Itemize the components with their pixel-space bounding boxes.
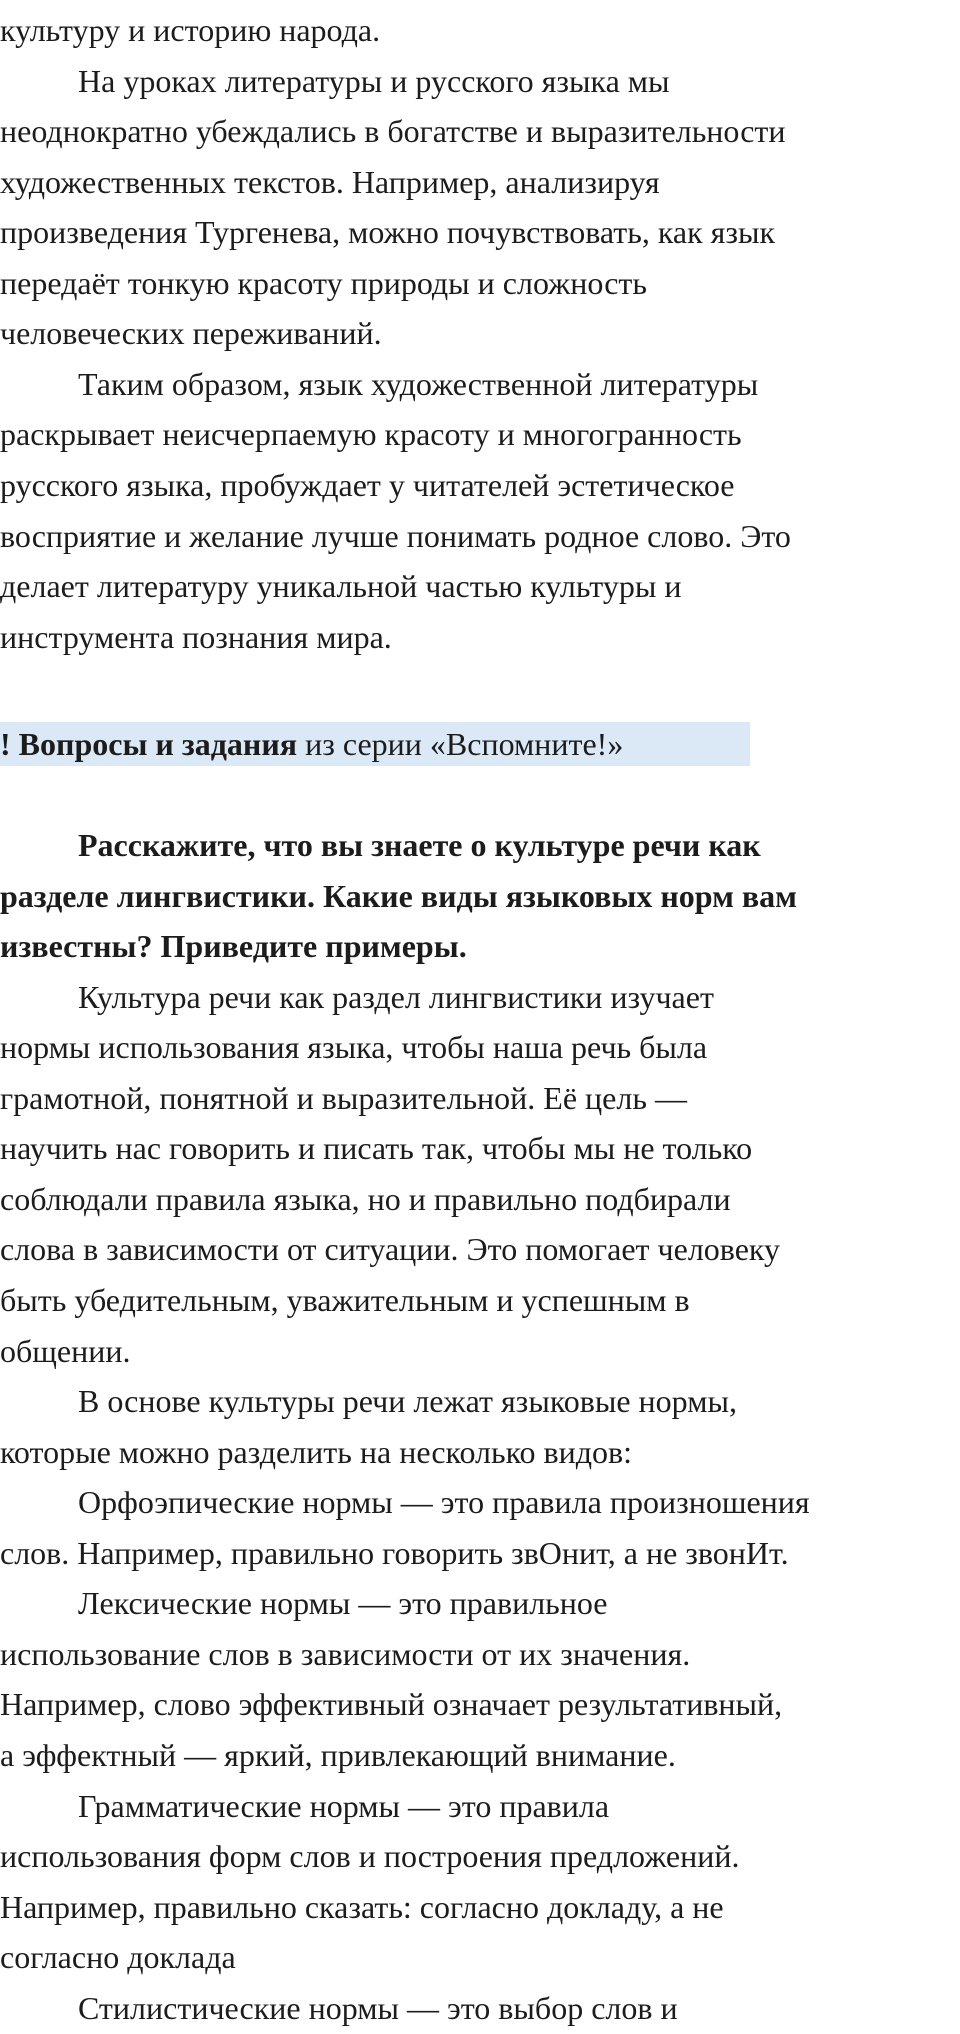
answer-line: а эффектный — яркий, привлекающий внимание. (0, 1737, 676, 1773)
answer-line: использование слов в зависимости от их значения. (0, 1636, 691, 1672)
paragraph-line: восприятие и желание лучше понимать родное слово. Это (0, 518, 791, 554)
answer-line: которые можно разделить на несколько видов: (0, 1434, 633, 1470)
paragraph-line: неоднократно убеждались в богатстве и выразительности (0, 113, 786, 149)
answer-line: соблюдали правила языка, но и правильно подбирали (0, 1181, 731, 1217)
answer-line: слов. Например, правильно говорить звОнит, а не звонИт. (0, 1535, 789, 1571)
answer-line: научить нас говорить и писать так, чтобы мы не только (0, 1130, 753, 1166)
answer-line: Стилистические нормы — это выбор слов и (78, 1990, 678, 2026)
answer-line: согласно доклада (0, 1939, 236, 1975)
question-line: известны? Приведите примеры. (0, 928, 467, 964)
answer-line: слова в зависимости от ситуации. Это помогает человеку (0, 1231, 780, 1267)
answer-line: быть убедительным, уважительным и успешным в (0, 1282, 690, 1318)
answer-line: Орфоэпические нормы — это правила произношения (78, 1484, 810, 1520)
paragraph-line: Таким образом, язык художественной литературы (78, 366, 759, 402)
answer-line: В основе культуры речи лежат языковые нормы, (78, 1383, 737, 1419)
answer-line: Грамматические нормы — это правила (78, 1788, 610, 1824)
answer-line: использования форм слов и построения предложений. (0, 1838, 740, 1874)
paragraph-line: русского языка, пробуждает у читателей эстетическое (0, 467, 735, 503)
paragraph-line: произведения Тургенева, можно почувствовать, как язык (0, 214, 776, 250)
answer-line: Культура речи как раздел лингвистики изучает (78, 979, 714, 1015)
section-heading-bold: ! Вопросы и задания (0, 726, 298, 762)
answer-line: Например, слово эффективный означает результативный, (0, 1686, 783, 1722)
section-heading (0, 724, 623, 764)
paragraph-line: раскрывает неисчерпаемую красоту и многогранность (0, 416, 742, 452)
answer-line: Например, правильно сказать: согласно докладу, а не (0, 1889, 724, 1925)
paragraph-line: делает литературу уникальной частью культуры и (0, 568, 682, 604)
section-heading-series: из серии «Вспомните!» (297, 726, 624, 762)
paragraph-line: На уроках литературы и русского языка мы (78, 63, 670, 99)
paragraph-line: культуру и историю народа. (0, 12, 381, 48)
paragraph-line: передаёт тонкую красоту природы и сложность (0, 265, 647, 301)
question-line: разделе лингвистики. Какие виды языковых норм вам (0, 878, 797, 914)
paragraph-line: художественных текстов. Например, анализируя (0, 164, 660, 200)
answer-line: Лексические нормы — это правильное (78, 1585, 608, 1621)
paragraph-line: человеческих переживаний. (0, 315, 382, 351)
paragraph-line: инструмента познания мира. (0, 619, 392, 655)
question-line: Расскажите, что вы знаете о культуре речи как (78, 827, 761, 863)
answer-line: грамотной, понятной и выразительной. Её цель — (0, 1080, 687, 1116)
answer-line: нормы использования языка, чтобы наша речь была (0, 1029, 708, 1065)
answer-line: общении. (0, 1333, 131, 1369)
